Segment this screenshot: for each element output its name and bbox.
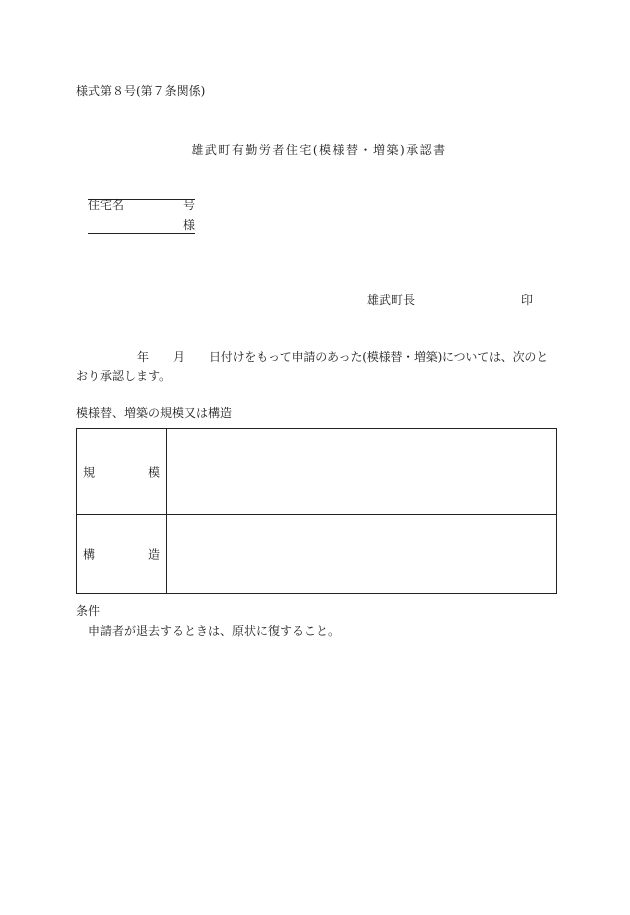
body-line-2: おり承認します。 <box>76 369 172 383</box>
month-label: 月 <box>173 350 186 364</box>
house-name-label: 住宅名 <box>88 198 125 212</box>
issuer-name: 雄武町長 <box>367 293 416 307</box>
table-row-scale <box>77 429 557 515</box>
house-number-suffix: 号 <box>182 198 195 212</box>
spec-table <box>76 428 557 594</box>
body-line-1 <box>76 350 556 364</box>
form-number: 様式第８号(第７条関係) <box>76 84 206 98</box>
scale-label-cell <box>77 429 167 515</box>
scale-value-cell <box>167 429 557 515</box>
body-text-1: 日付けをもって申請のあった(模様替・増築)については、次のと <box>209 350 549 364</box>
conditions-heading: 条件 <box>76 604 101 618</box>
structure-value-cell <box>167 515 557 594</box>
structure-label-char-1: 構 <box>83 547 96 562</box>
scale-label-char-2: 模 <box>147 465 160 479</box>
section-title: 模様替、増築の規模又は構造 <box>76 406 233 420</box>
structure-label-char-2: 造 <box>147 547 160 562</box>
conditions-text: 申請者が退去するときは、原状に復すること。 <box>88 624 341 638</box>
document-title: 雄武町有勤労者住宅(模様替・増築)承認書 <box>191 143 447 157</box>
table-row-structure <box>77 515 557 594</box>
house-name-field <box>88 198 195 212</box>
scale-label-char-1: 規 <box>83 465 96 479</box>
seal-mark: 印 <box>521 293 534 307</box>
year-label: 年 <box>137 350 150 364</box>
honorific: 様 <box>182 218 195 232</box>
structure-label-cell <box>77 515 167 594</box>
addressee-name-field <box>88 218 195 234</box>
